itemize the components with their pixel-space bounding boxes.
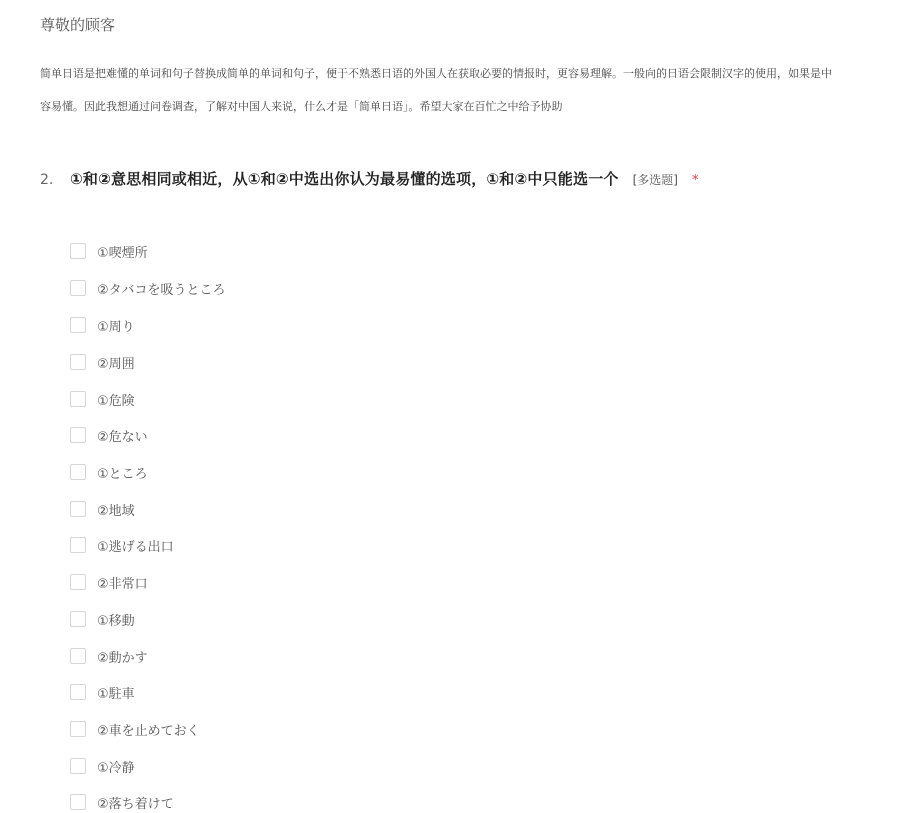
- option-item[interactable]: [70, 424, 148, 446]
- question-text: ①和②意思相同或相近，从①和②中选出你认为最易懂的选项，①和②中只能选一个: [70, 170, 619, 188]
- option-label: ②地域: [97, 503, 135, 519]
- option-label: ②周囲: [97, 356, 135, 372]
- checkbox[interactable]: [70, 537, 86, 553]
- option-label: ①喫煙所: [97, 245, 148, 261]
- option-item[interactable]: [70, 388, 135, 410]
- checkbox[interactable]: [70, 794, 86, 810]
- option-label: ②動かす: [97, 650, 148, 666]
- option-label: ①逃げる出口: [97, 539, 174, 555]
- checkbox[interactable]: [70, 648, 86, 664]
- required-marker: *: [691, 173, 699, 188]
- checkbox[interactable]: [70, 501, 86, 517]
- checkbox[interactable]: [70, 464, 86, 480]
- option-item[interactable]: [70, 498, 135, 520]
- option-item[interactable]: [70, 681, 135, 703]
- intro-line-2: 容易懂。因此我想通过问卷调查，了解对中国人来说，什么才是「简单日语」。希望大家在百忙之中给予协助: [40, 100, 563, 113]
- checkbox[interactable]: [70, 391, 86, 407]
- option-label: ②落ち着けて: [97, 796, 174, 812]
- option-label: ①危険: [97, 393, 135, 409]
- intro-line-1: 简单日语是把难懂的单词和句子替换成简单的单词和句子，便于不熟悉日语的外国人在获取必要的情报时，更容易理解。一般向的日语会限制汉字的使用，如果是中: [40, 67, 832, 80]
- option-item[interactable]: [70, 755, 135, 777]
- option-label: ②タバコを吸うところ: [97, 282, 226, 298]
- survey-introduction: [40, 57, 900, 123]
- question-number: 2.: [40, 172, 54, 188]
- option-item[interactable]: [70, 461, 148, 483]
- question-title: [40, 168, 698, 189]
- option-label: ①駐車: [97, 686, 135, 702]
- option-item[interactable]: [70, 277, 226, 299]
- option-label: ①移動: [97, 613, 135, 629]
- option-item[interactable]: [70, 314, 135, 336]
- option-label: ①ところ: [97, 466, 148, 482]
- checkbox[interactable]: [70, 427, 86, 443]
- checkbox[interactable]: [70, 721, 86, 737]
- option-label: ①冷静: [97, 760, 135, 776]
- question-type-badge: [多选题]: [632, 173, 678, 187]
- option-item[interactable]: [70, 571, 148, 593]
- option-item[interactable]: [70, 534, 174, 556]
- option-label: ①周り: [97, 319, 135, 335]
- checkbox[interactable]: [70, 280, 86, 296]
- checkbox[interactable]: [70, 317, 86, 333]
- option-item[interactable]: [70, 791, 174, 813]
- checkbox[interactable]: [70, 611, 86, 627]
- checkbox[interactable]: [70, 574, 86, 590]
- option-label: ②非常口: [97, 576, 148, 592]
- checkbox[interactable]: [70, 354, 86, 370]
- option-label: ②危ない: [97, 429, 148, 445]
- option-item[interactable]: [70, 645, 148, 667]
- option-label: ②車を止めておく: [97, 723, 200, 739]
- checkbox[interactable]: [70, 243, 86, 259]
- option-item[interactable]: [70, 718, 200, 740]
- option-item[interactable]: [70, 240, 148, 262]
- checkbox[interactable]: [70, 758, 86, 774]
- option-item[interactable]: [70, 351, 135, 373]
- option-item[interactable]: [70, 608, 135, 630]
- greeting-heading: 尊敬的顾客: [40, 16, 116, 34]
- checkbox[interactable]: [70, 684, 86, 700]
